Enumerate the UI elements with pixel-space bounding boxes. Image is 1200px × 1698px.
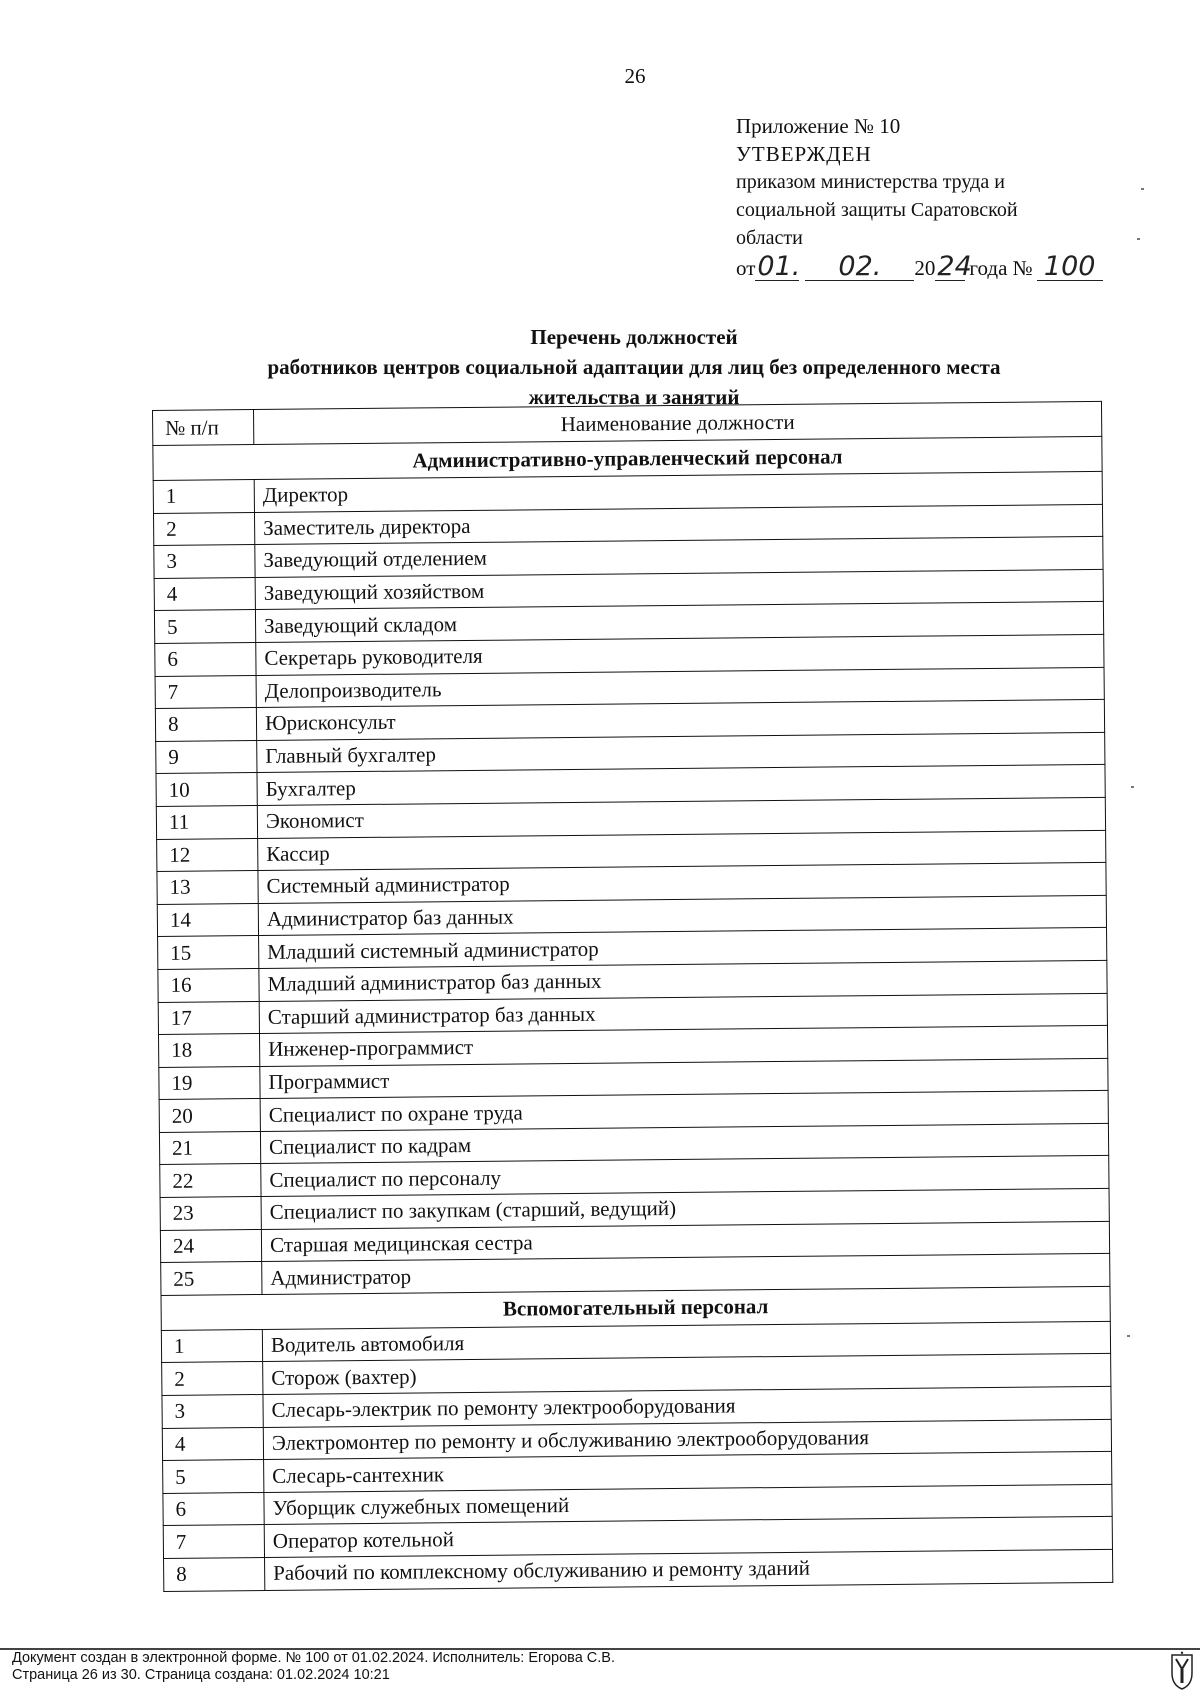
- year-prefix: 20: [914, 256, 936, 280]
- row-number: 3: [154, 545, 255, 579]
- row-number: 3: [162, 1395, 263, 1429]
- approval-line-2: социальной защиты Саратовской: [736, 199, 1018, 221]
- handwritten-year: 24: [937, 251, 972, 282]
- footer: [12, 1650, 615, 1684]
- row-number: 5: [154, 610, 255, 644]
- row-number: 25: [161, 1262, 262, 1296]
- row-number: 8: [155, 708, 256, 742]
- position-name: Администратор баз данных: [258, 895, 1106, 936]
- section-title: Административно-управленческий персонал: [153, 436, 1102, 480]
- position-name: Старшая медицинская сестра: [261, 1221, 1109, 1262]
- handwritten-day: 01.: [757, 251, 801, 282]
- position-name: Заведующий хозяйством: [255, 569, 1103, 610]
- row-number: 14: [157, 903, 258, 937]
- header-position-name: Наименование должности: [254, 401, 1102, 444]
- row-number: 7: [155, 675, 256, 709]
- position-name: Старший администратор баз данных: [259, 993, 1107, 1034]
- row-number: 23: [160, 1197, 261, 1231]
- position-name: Бухгалтер: [257, 765, 1105, 806]
- position-name: Системный администратор: [258, 862, 1106, 903]
- title-line-1: Перечень должностей: [530, 325, 738, 349]
- position-name: Уборщик служебных помещений: [264, 1484, 1112, 1525]
- footer-line-2: Страница 26 из 30. Страница создана: 01.02.2024 10:21: [12, 1667, 390, 1683]
- position-name: Главный бухгалтер: [257, 732, 1105, 773]
- year-word: года №: [969, 256, 1033, 280]
- order-date-line: [736, 251, 1136, 282]
- row-number: 4: [162, 1427, 263, 1461]
- position-name: Электромонтер по ремонту и обслуживанию электрооборудования: [263, 1419, 1111, 1460]
- row-number: 5: [163, 1460, 264, 1494]
- row-number: 4: [154, 577, 255, 611]
- section-title: Вспомогательный персонал: [161, 1286, 1110, 1330]
- scan-speck: [1131, 786, 1134, 788]
- row-number: 9: [156, 740, 257, 774]
- position-name: Рабочий по комплексному обслуживанию и ремонту зданий: [265, 1549, 1113, 1590]
- document-title: [188, 322, 1080, 412]
- row-number: 24: [160, 1229, 261, 1263]
- handwritten-order-number: 100: [1037, 254, 1103, 281]
- title-line-3: жительства и занятий: [528, 385, 740, 409]
- position-name: Слесарь-сантехник: [264, 1452, 1112, 1493]
- row-number: 1: [161, 1329, 262, 1363]
- position-name: Оператор котельной: [264, 1517, 1112, 1558]
- position-name: Экономист: [257, 797, 1105, 838]
- position-name: Младший администратор баз данных: [259, 960, 1107, 1001]
- position-name: Секретарь руководителя: [256, 634, 1104, 675]
- date-prefix: от: [736, 256, 756, 280]
- position-name: Водитель автомобиля: [262, 1321, 1110, 1362]
- position-name: Специалист по охране труда: [260, 1091, 1108, 1132]
- position-name: Директор: [254, 471, 1102, 512]
- position-name: Инженер-программист: [259, 1025, 1107, 1066]
- scan-speck: [1137, 238, 1140, 240]
- row-number: 22: [160, 1164, 261, 1198]
- approval-block: [736, 112, 1136, 282]
- row-number: 6: [163, 1492, 264, 1526]
- approval-line-3: области: [736, 227, 803, 249]
- scan-speck: [1127, 1335, 1130, 1337]
- approved-label: УТВЕРЖДЕН: [736, 142, 872, 166]
- row-number: 10: [156, 773, 257, 807]
- row-number: 13: [157, 871, 258, 905]
- scan-speck: [1141, 188, 1144, 190]
- position-name: Программист: [260, 1058, 1108, 1099]
- row-number: 20: [159, 1099, 260, 1133]
- position-name: Специалист по персоналу: [261, 1156, 1109, 1197]
- appendix-label: Приложение № 10: [736, 114, 901, 138]
- row-number: 2: [162, 1362, 263, 1396]
- position-name: Администратор: [262, 1254, 1110, 1295]
- position-name: Слесарь-электрик по ремонту электрооборудования: [263, 1386, 1111, 1427]
- positions-table: [152, 401, 1113, 1592]
- row-number: 7: [163, 1525, 264, 1559]
- position-name: Кассир: [258, 830, 1106, 871]
- position-name: Специалист по закупкам (старший, ведущий): [261, 1188, 1109, 1229]
- title-line-2: работников центров социальной адаптации для лиц без определенного места: [267, 355, 1001, 379]
- row-number: 6: [155, 642, 256, 676]
- row-number: 18: [158, 1034, 259, 1068]
- position-name: Юрисконсульт: [256, 700, 1104, 741]
- row-number: 1: [153, 480, 254, 514]
- row-number: 16: [158, 968, 259, 1002]
- position-name: Делопроизводитель: [256, 667, 1104, 708]
- position-name: Заведующий отделением: [255, 537, 1103, 578]
- row-number: 8: [164, 1557, 265, 1591]
- handwritten-month: 02.: [805, 254, 914, 281]
- position-name: Заместитель директора: [254, 504, 1102, 545]
- page-number: 26: [624, 64, 646, 88]
- header-number: № п/п: [153, 410, 254, 446]
- coat-of-arms-icon: [1170, 1651, 1194, 1691]
- footer-line-1: Документ создан в электронной форме. № 100 от 01.02.2024. Исполнитель: Егорова С.В.: [12, 1650, 616, 1666]
- row-number: 11: [156, 805, 257, 839]
- position-name: Специалист по кадрам: [260, 1123, 1108, 1164]
- position-name: Заведующий складом: [255, 602, 1103, 643]
- position-name: Младший системный администратор: [259, 928, 1107, 969]
- approval-line-1: приказом министерства труда и: [736, 171, 1005, 193]
- position-name: Сторож (вахтер): [263, 1354, 1111, 1395]
- row-number: 21: [159, 1131, 260, 1165]
- row-number: 12: [157, 838, 258, 872]
- row-number: 15: [158, 936, 259, 970]
- row-number: 19: [159, 1066, 260, 1100]
- row-number: 17: [158, 1001, 259, 1035]
- row-number: 2: [153, 512, 254, 546]
